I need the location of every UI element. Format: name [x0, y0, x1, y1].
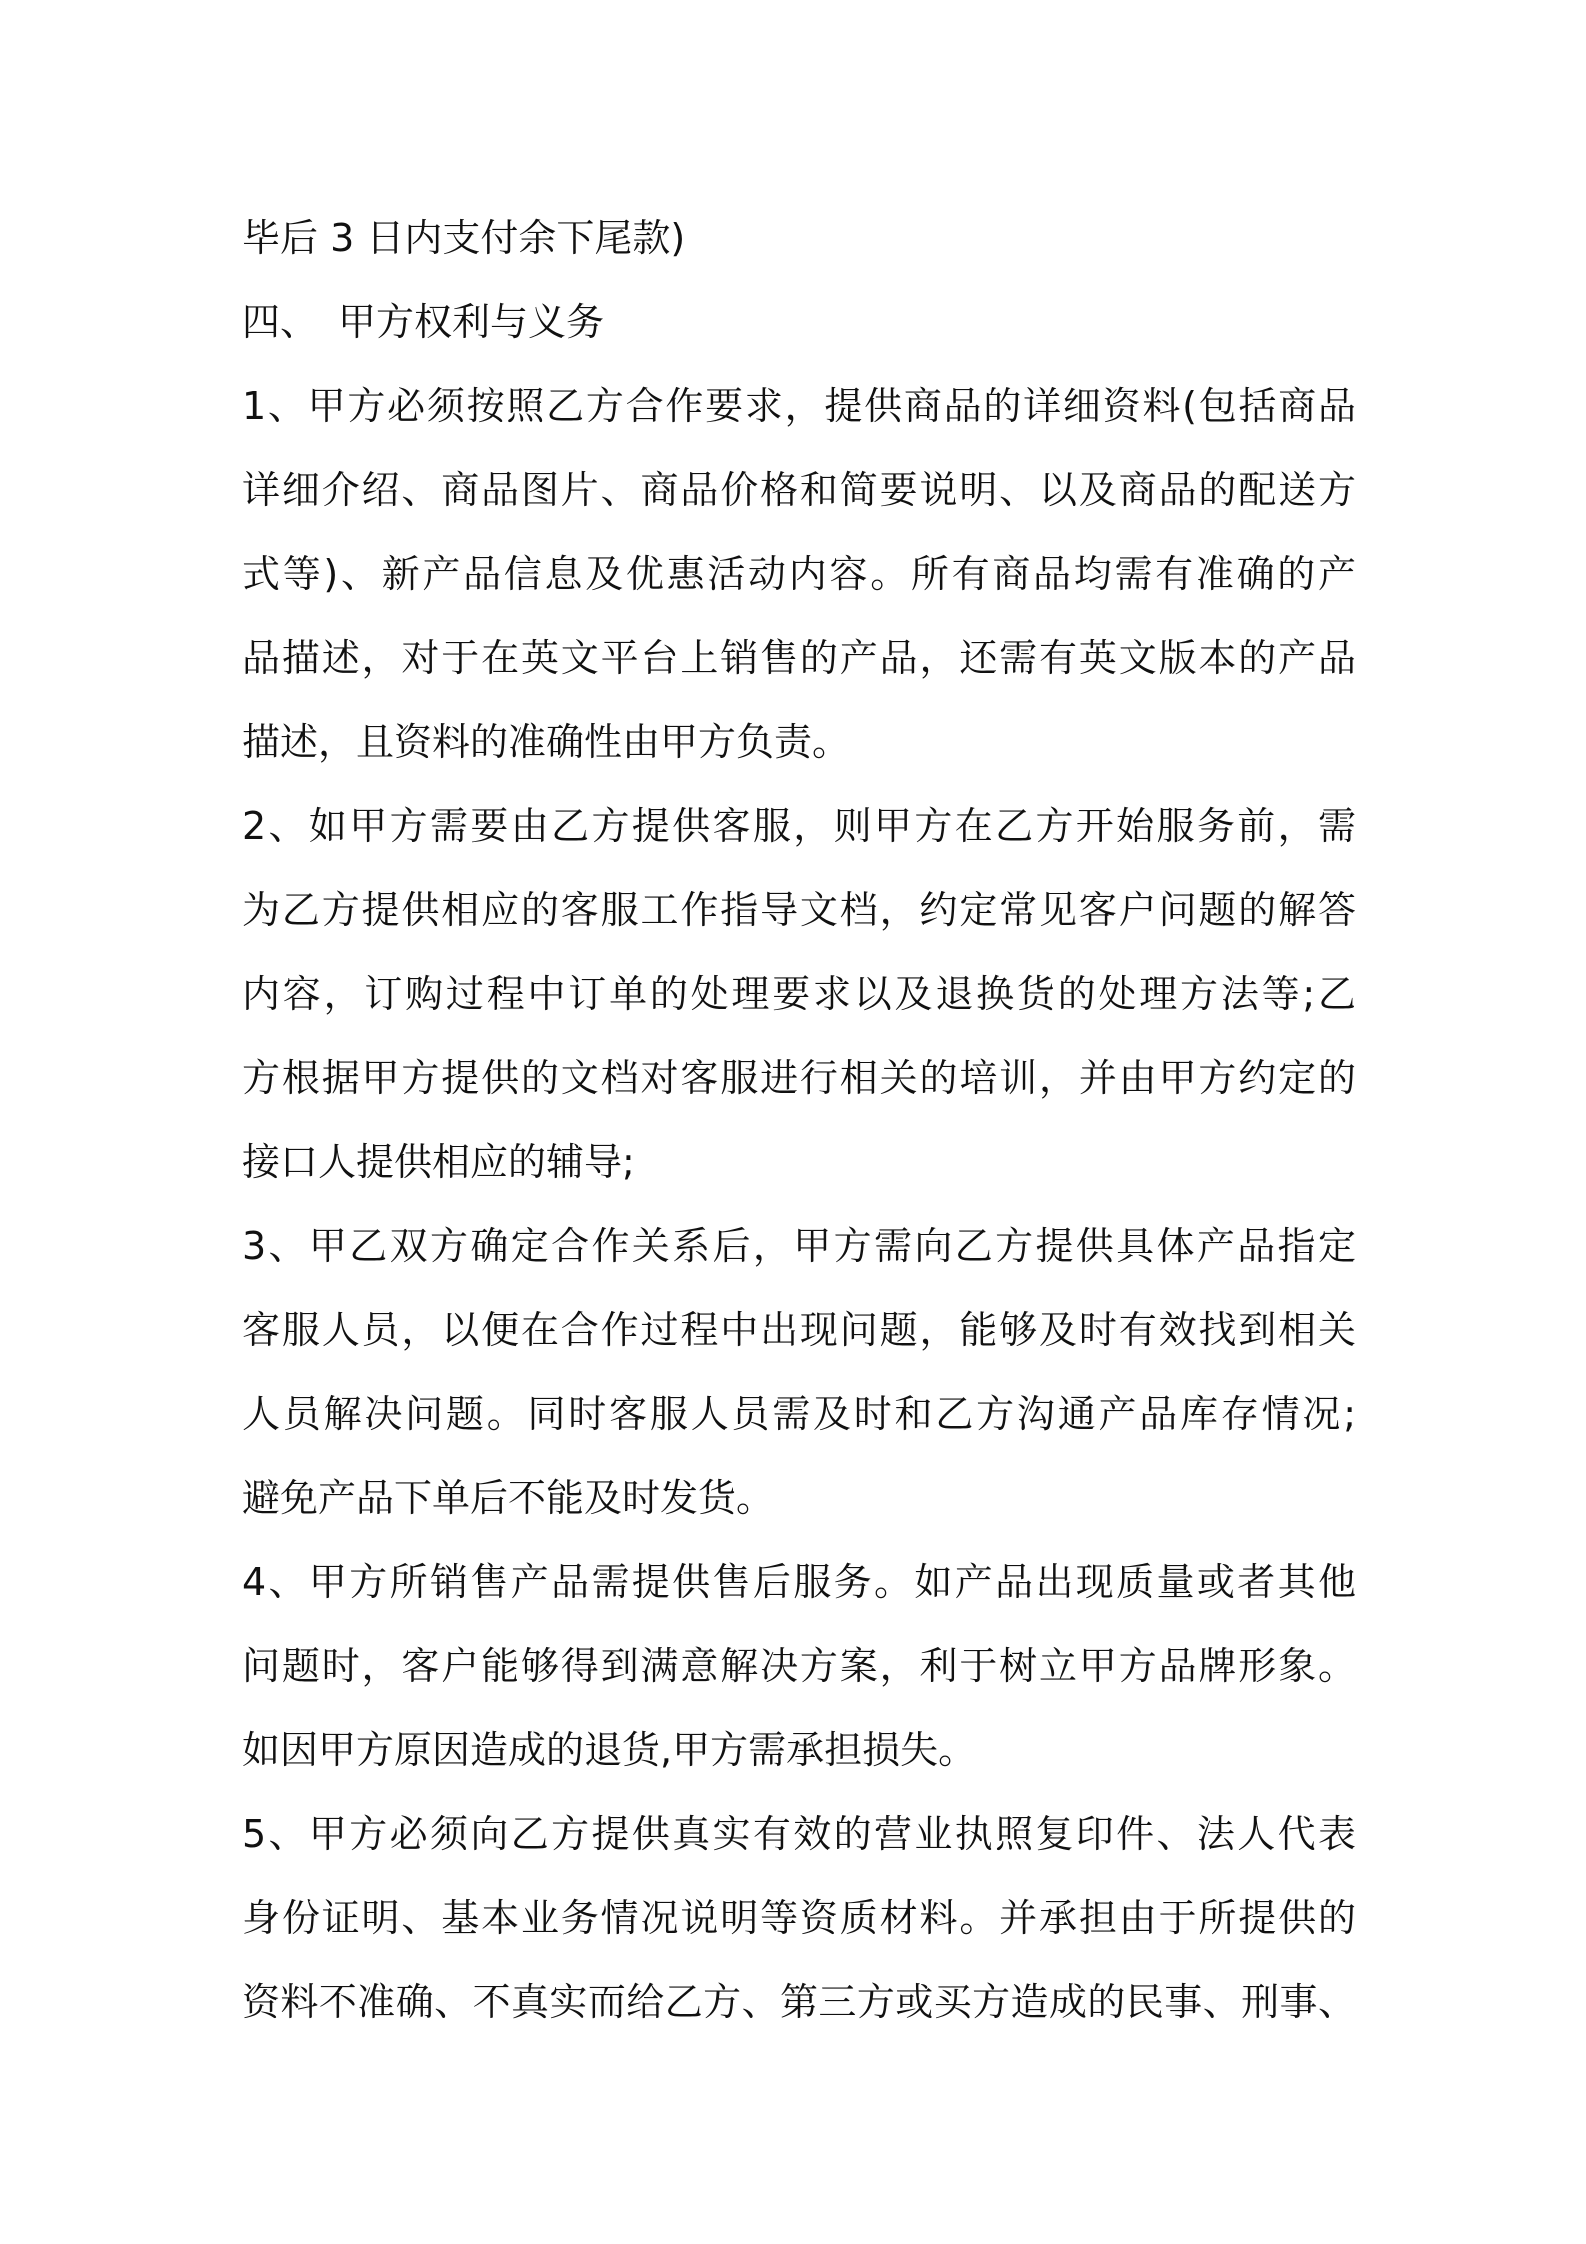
clause-1-line-5: 描述，且资料的准确性由甲方负责。: [242, 720, 851, 764]
section-number: 四、: [242, 300, 319, 344]
clause-5-line-3: 资料不准确、不真实而给乙方、第三方或买方造成的民事、刑事、: [242, 1980, 1356, 2024]
section-title: 甲方权利与义务: [338, 300, 605, 344]
clause-2-line-4: 方根据甲方提供的文档对客服进行相关的培训，并由甲方约定的: [242, 1056, 1356, 1100]
clause-4-line-2: 问题时，客户能够得到满意解决方案，利于树立甲方品牌形象。: [242, 1644, 1356, 1688]
clause-1-line-3: 式等)、新产品信息及优惠活动内容。所有商品均需有准确的产: [242, 552, 1356, 596]
clause-3-line-1: 3、甲乙双方确定合作关系后，甲方需向乙方提供具体产品指定: [242, 1224, 1356, 1268]
clause-1-line-4: 品描述，对于在英文平台上销售的产品，还需有英文版本的产品: [242, 636, 1356, 680]
clause-5-line-2: 身份证明、基本业务情况说明等资质材料。并承担由于所提供的: [242, 1896, 1356, 1940]
opening-line: 毕后 3 日内支付余下尾款): [242, 216, 686, 260]
clause-3-line-2: 客服人员，以便在合作过程中出现问题，能够及时有效找到相关: [242, 1308, 1356, 1352]
clause-2-line-2: 为乙方提供相应的客服工作指导文档，约定常见客户问题的解答: [242, 888, 1356, 932]
clause-5-line-1: 5、甲方必须向乙方提供真实有效的营业执照复印件、法人代表: [242, 1812, 1356, 1856]
clause-1-line-2: 详细介绍、商品图片、商品价格和简要说明、以及商品的配送方: [242, 468, 1356, 512]
clause-1-line-1: 1、甲方必须按照乙方合作要求，提供商品的详细资料(包括商品: [242, 384, 1356, 428]
clause-2-line-3: 内容，订购过程中订单的处理要求以及退换货的处理方法等;乙: [242, 972, 1356, 1016]
clause-4-line-3: 如因甲方原因造成的退货,甲方需承担损失。: [242, 1728, 977, 1772]
clause-2-line-1: 2、如甲方需要由乙方提供客服，则甲方在乙方开始服务前，需: [242, 804, 1356, 848]
clause-3-line-4: 避免产品下单后不能及时发货。: [242, 1476, 775, 1520]
clause-2-line-5: 接口人提供相应的辅导;: [242, 1140, 635, 1184]
clause-3-line-3: 人员解决问题。同时客服人员需及时和乙方沟通产品库存情况;: [242, 1392, 1356, 1436]
section-heading: [242, 280, 1356, 364]
clause-4-line-1: 4、甲方所销售产品需提供售后服务。如产品出现质量或者其他: [242, 1560, 1356, 1604]
document-body: [242, 196, 1356, 2044]
